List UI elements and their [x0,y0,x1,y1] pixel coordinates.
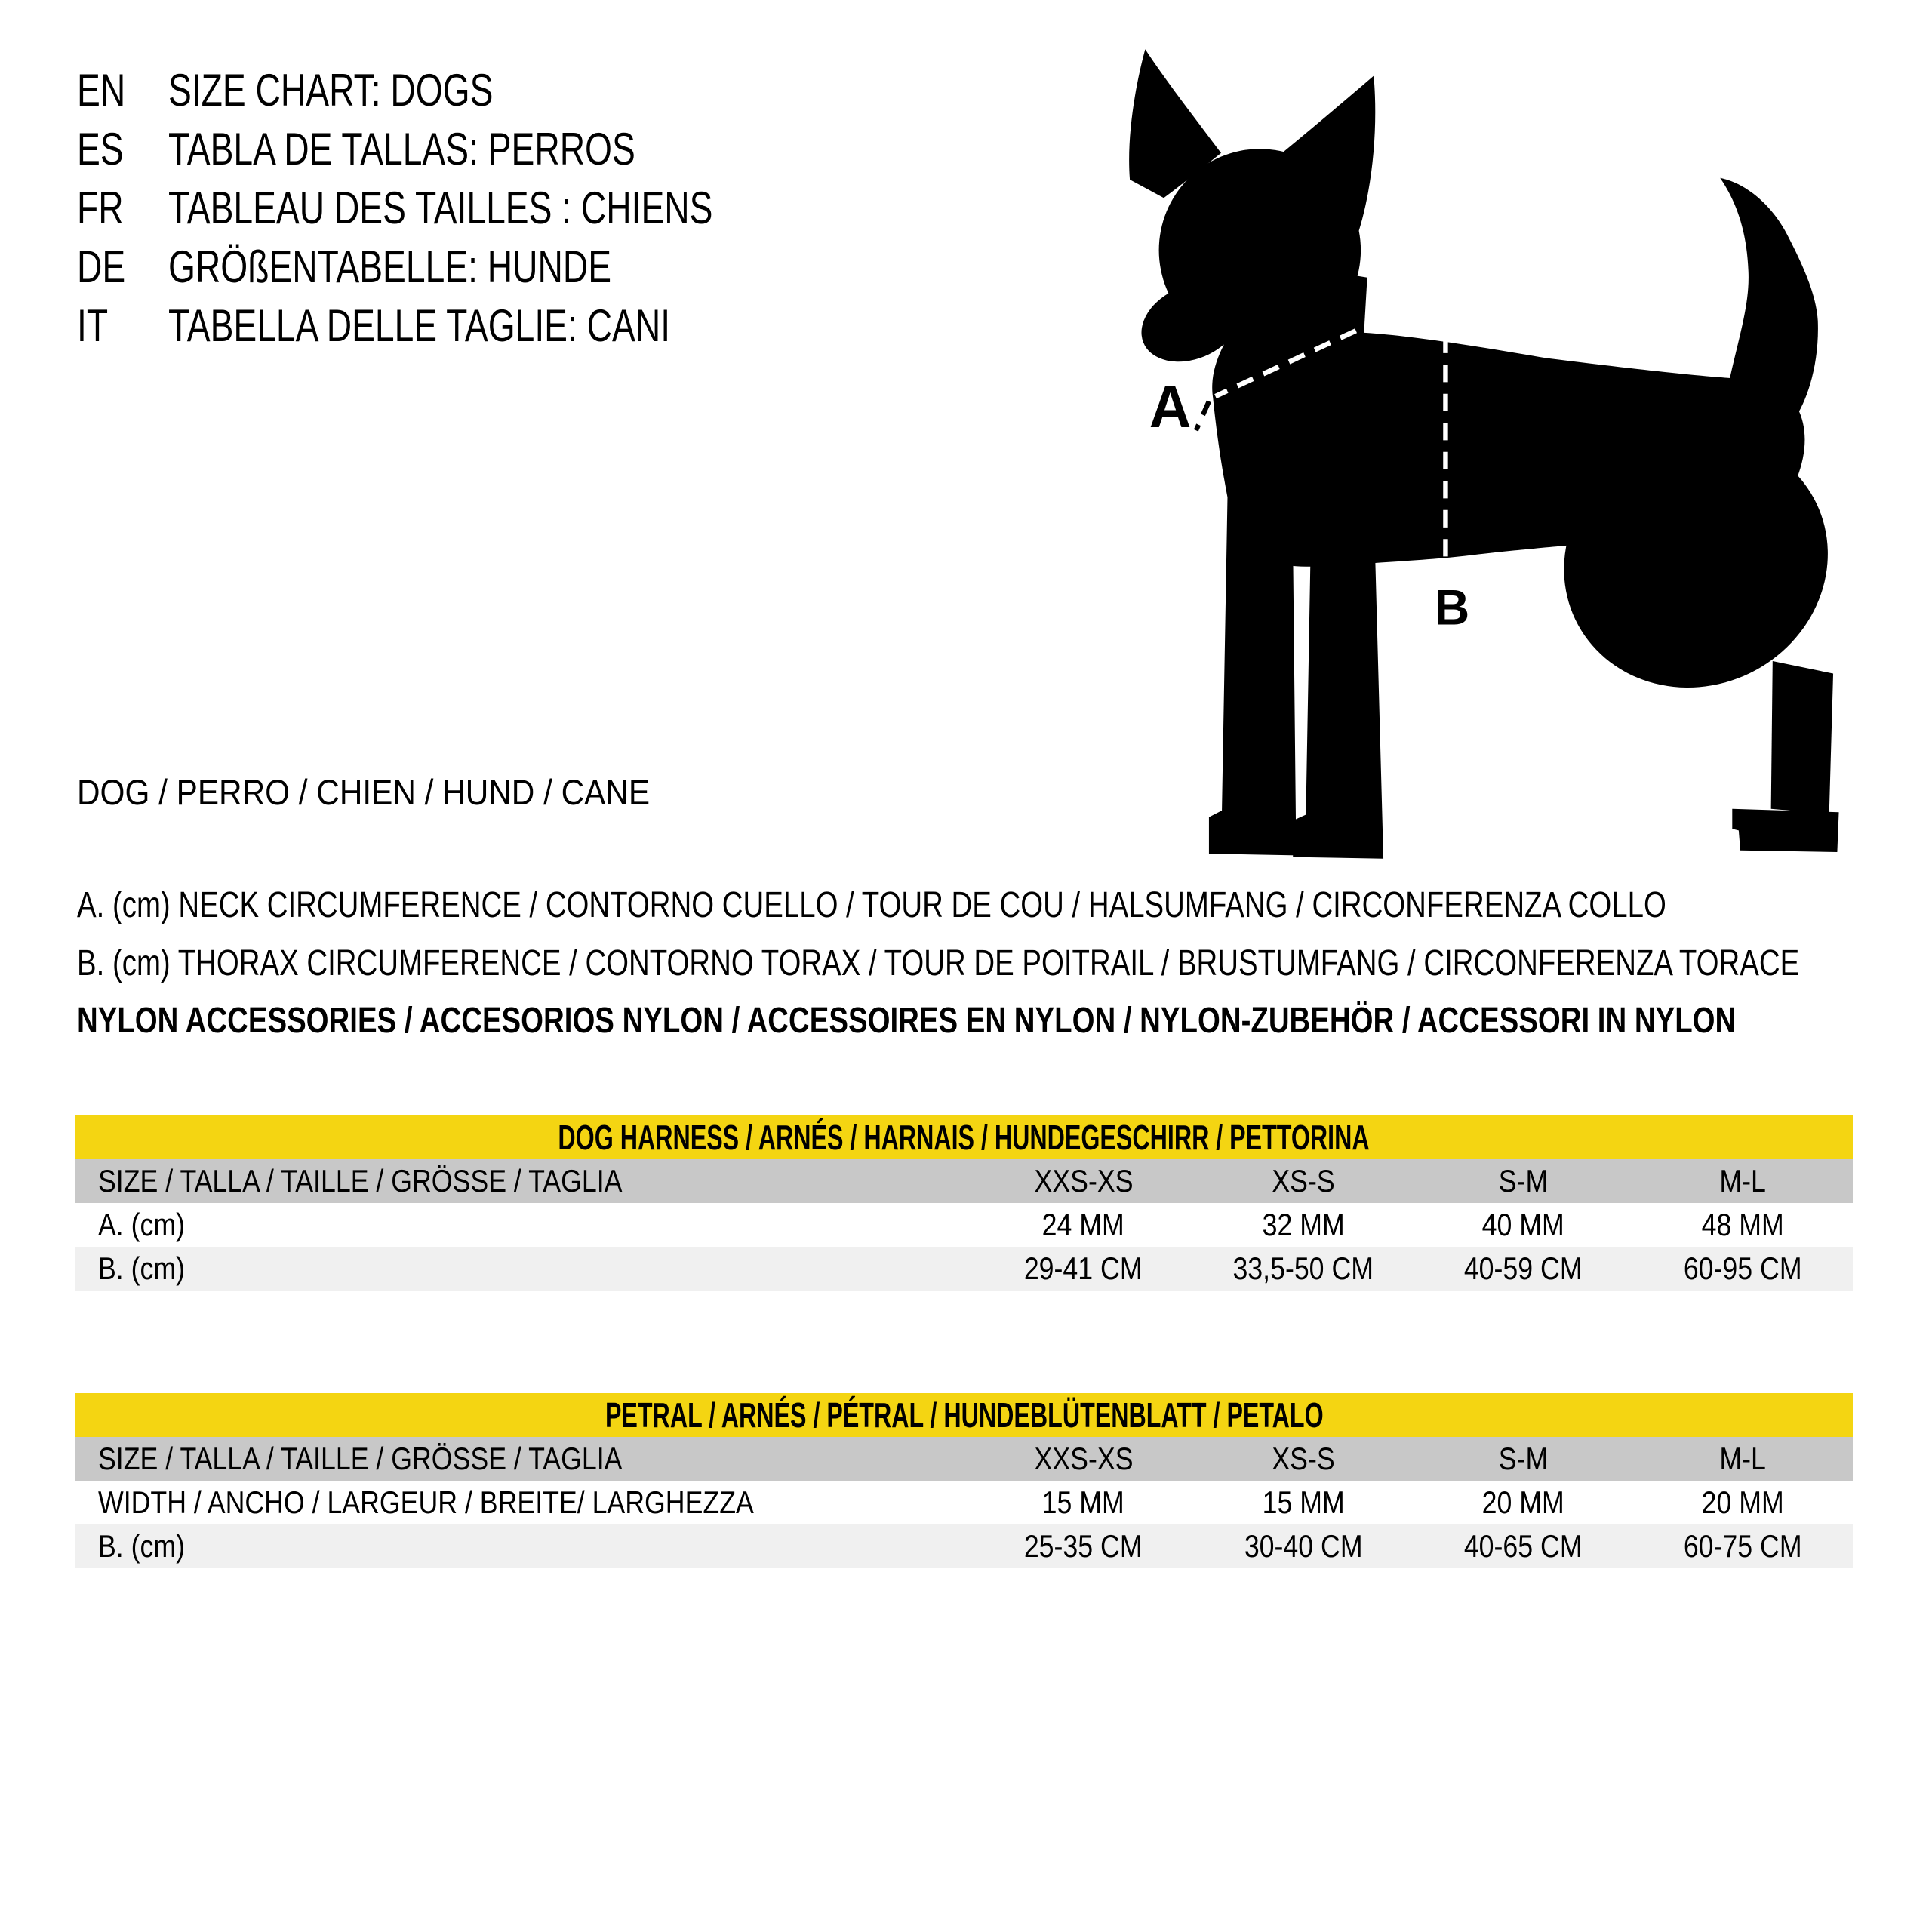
row-label [75,1528,974,1564]
lang-code-es: ES [77,123,124,174]
lang-title-fr: TABLEAU DES TAILLES : CHIENS [168,182,713,233]
lang-row-es [77,119,875,178]
column-header-text: XXS-XS [1034,1441,1134,1476]
size-header-label [75,1441,974,1477]
cell-value-text: 25-35 CM [1024,1528,1143,1564]
lang-row-en [77,60,875,119]
legend-line-nylon-text: NYLON ACCESSORIES / ACCESORIOS NYLON / ACCESSOIRES EN NYLON / NYLON-ZUBEHÖR / ACCESSORI IN NYLON [77,1001,1737,1041]
petral-size-header-row [75,1437,1853,1481]
row-label-text: WIDTH / ANCHO / LARGEUR / BREITE/ LARGHEZZA [98,1484,754,1520]
cell-value [1193,1207,1413,1243]
cell-value [1414,1484,1633,1521]
legend-line-b [77,943,1932,983]
legend-line-nylon [77,1003,1932,1039]
petral-row-width [75,1481,1853,1524]
petral-row-b [75,1524,1853,1568]
column-header-text: XXS-XS [1034,1163,1134,1198]
cell-value [974,1484,1193,1521]
cell-value [974,1528,1193,1564]
harness-table-title-text: DOG HARNESS / ARNÉS / HARNAIS / HUNDEGESCHIRR / PETTORINA [558,1118,1371,1157]
lang-row-it [77,296,875,355]
cell-value [1633,1251,1853,1287]
cell-value-text: 48 MM [1701,1207,1784,1242]
column-header-text: S-M [1498,1441,1548,1476]
column-header-text: S-M [1498,1163,1548,1198]
dog-front-leg-far [1293,545,1383,859]
neck-measure-line-extension [1196,401,1209,431]
cell-value-text: 60-95 CM [1684,1251,1802,1286]
column-header-s-m [1414,1441,1633,1477]
cell-value [974,1251,1193,1287]
row-label [75,1251,974,1287]
lang-title-it: TABELLA DELLE TAGLIE: CANI [168,300,671,351]
dog-silhouette-svg [1094,30,1902,860]
cell-value-text: 24 MM [1042,1207,1125,1242]
petral-size-table [75,1393,1853,1568]
row-label [75,1207,974,1243]
lang-code-fr: FR [77,182,124,233]
size-header-label [75,1163,974,1199]
cell-value-text: 15 MM [1262,1484,1345,1520]
lang-code-de: DE [77,241,126,292]
cell-value [1414,1251,1633,1287]
harness-row-b [75,1247,1853,1291]
size-header-label-text: SIZE / TALLA / TAILLE / GRÖSSE / TAGLIA [98,1441,623,1476]
size-header-label-text: SIZE / TALLA / TAILLE / GRÖSSE / TAGLIA [98,1163,623,1198]
cell-value-text: 40-65 CM [1463,1528,1583,1564]
lang-row-fr [77,178,875,237]
cell-value-text: 33,5-50 CM [1232,1251,1374,1286]
harness-size-header-row [75,1159,1853,1203]
cell-value [1414,1528,1633,1564]
cell-value [1193,1528,1413,1564]
dog-hind-foot [1732,809,1838,852]
petral-table-title-text: PETRAL / ARNÉS / PÉTRAL / HUNDEBLÜTENBLATT / PETALO [605,1395,1324,1435]
cell-value-text: 15 MM [1042,1484,1125,1520]
dog-hind-lower-leg [1771,661,1833,814]
column-header-m-l [1633,1163,1853,1199]
legend-line-a [77,885,1932,925]
dog-figure [1094,30,1902,860]
legend-line-a-text: A. (cm) NECK CIRCUMFERENCE / CONTORNO CUELLO / TOUR DE COU / HALSUMFANG / CIRCONFERENZA COLLO [77,885,1666,925]
column-header-text: XS-S [1272,1441,1335,1476]
lang-row-de [77,237,875,296]
cell-value-text: 40 MM [1481,1207,1564,1242]
cell-value-text: 20 MM [1701,1484,1784,1520]
column-header-text: XS-S [1272,1163,1335,1198]
column-header-xs-s [1193,1163,1413,1199]
legend-line-b-text: B. (cm) THORAX CIRCUMFERENCE / CONTORNO TORAX / TOUR DE POITRAIL / BRUSTUMFANG / CIRCONFERENZA TORACE [77,943,1800,983]
row-label-text: B. (cm) [98,1251,186,1286]
lang-title-en: SIZE CHART: DOGS [168,64,494,115]
row-label [75,1484,974,1521]
cell-value [1414,1207,1633,1243]
harness-table-title [75,1115,1853,1159]
column-header-xs-s [1193,1441,1413,1477]
column-header-xxs-xs [974,1163,1193,1199]
cell-value [974,1207,1193,1243]
measure-label-b: B [1434,579,1470,635]
cell-value-text: 40-59 CM [1463,1251,1583,1286]
lang-title-de: GRÖßENTABELLE: HUNDE [168,241,612,292]
cell-value [1193,1251,1413,1287]
cell-value-text: 20 MM [1481,1484,1564,1520]
language-title-list [77,60,875,355]
row-label-text: B. (cm) [98,1528,186,1564]
column-header-text: M-L [1719,1441,1767,1476]
row-label-text: A. (cm) [98,1207,186,1242]
dog-silhouette [1129,49,1863,859]
column-header-m-l [1633,1441,1853,1477]
lang-code-it: IT [77,300,109,351]
cell-value-text: 60-75 CM [1684,1528,1802,1564]
cell-value-text: 30-40 CM [1244,1528,1363,1564]
cell-value-text: 32 MM [1262,1207,1345,1242]
lang-title-es: TABLA DE TALLAS: PERROS [168,123,635,174]
dog-caption [77,774,713,810]
cell-value-text: 29-41 CM [1024,1251,1143,1286]
cell-value [1633,1484,1853,1521]
cell-value [1193,1484,1413,1521]
dog-caption-text: DOG / PERRO / CHIEN / HUND / CANE [77,772,651,812]
column-header-xxs-xs [974,1441,1193,1477]
dog-tail [1720,178,1818,428]
harness-size-table [75,1115,1853,1291]
petral-table-title [75,1393,1853,1437]
cell-value [1633,1528,1853,1564]
dog-front-leg-near [1209,495,1297,855]
column-header-s-m [1414,1163,1633,1199]
column-header-text: M-L [1719,1163,1767,1198]
lang-code-en: EN [77,64,126,115]
measure-label-a: A [1149,372,1192,441]
cell-value [1633,1207,1853,1243]
harness-row-a [75,1203,1853,1247]
